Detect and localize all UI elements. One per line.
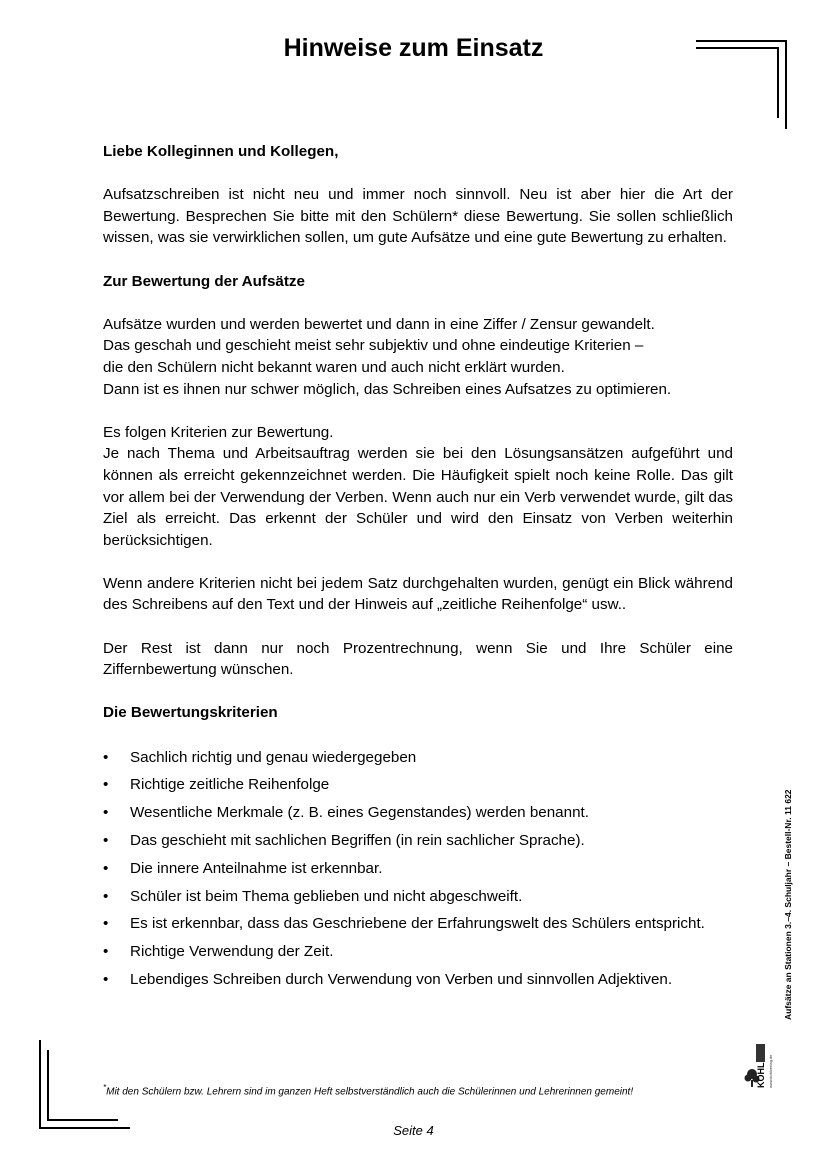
bewertung-line: Aufsätze wurden und werden bewertet und dann in eine Ziffer / Zensur gewandelt. xyxy=(103,315,655,333)
criteria-list xyxy=(103,747,733,991)
bullet-icon: • xyxy=(103,887,109,905)
side-order-info: Aufsätze an Stationen 3.–4. Schuljahr – Bestell-Nr. 11 622 xyxy=(783,789,793,1020)
footnote xyxy=(103,1083,723,1097)
bewertung-paragraph-4: Der Rest ist dann nur noch Prozentrechnung, wenn Sie und Ihre Schüler eine Ziffernbewertung wünschen. xyxy=(103,639,733,679)
bewertung-line: die den Schülern nicht bekannt waren und auch nicht erklärt wurden. xyxy=(103,358,565,376)
criteria-text: Das geschieht mit sachlichen Begriffen (in rein sachlicher Sprache). xyxy=(130,831,585,849)
footnote-text: Mit den Schülern bzw. Lehrern sind im ganzen Heft selbstverständlich auch die Schülerinnen und Lehrerinnen gemeint! xyxy=(106,1086,634,1098)
bewertung-line: Das geschah und geschieht meist sehr subjektiv und ohne eindeutige Kriterien – xyxy=(103,337,644,355)
bewertung-line: Dann ist es ihnen nur schwer möglich, das Schreiben eines Aufsatzes zu optimieren. xyxy=(103,380,672,398)
section-heading-bewertung: Zur Bewertung der Aufsätze xyxy=(103,272,305,290)
publisher-logo xyxy=(744,1022,794,1092)
list-item xyxy=(103,830,733,852)
bewertung-paragraph-1 xyxy=(103,314,733,400)
bullet-icon: • xyxy=(103,804,109,822)
page-title: Hinweise zum Einsatz xyxy=(283,34,544,62)
greeting: Liebe Kolleginnen und Kollegen, xyxy=(103,143,339,160)
criteria-text: Lebendiges Schreiben durch Verwendung von Verben und sinnvollen Adjektiven. xyxy=(130,970,673,988)
list-item xyxy=(103,886,733,908)
criteria-text: Es ist erkennbar, dass das Geschriebene der Erfahrungswelt des Schülers entspricht. xyxy=(130,915,705,933)
list-item xyxy=(103,774,733,796)
section-heading-kriterien: Die Bewertungskriterien xyxy=(103,704,278,722)
bewertung-p2-first-line: Es folgen Kriterien zur Bewertung. xyxy=(103,423,334,441)
list-item xyxy=(103,747,733,769)
bullet-icon: • xyxy=(103,831,109,849)
bullet-icon: • xyxy=(103,915,109,933)
intro-paragraph: Aufsatzschreiben ist nicht neu und immer noch sinnvoll. Neu ist aber hier die Art der Bewertung. Besprechen Sie bitte mit den Schülern* diese Bewertung. Sie sollen schließlich wissen, was sie verwirklichen sollen, um gute Aufsätze und eine gute Bewertung zu erhalten. xyxy=(103,186,733,247)
bullet-icon: • xyxy=(103,748,109,766)
logo-url: www.kohlverlag.de xyxy=(768,1054,773,1088)
criteria-text: Sachlich richtig und genau wiedergegeben xyxy=(130,748,417,766)
footnote-marker: * xyxy=(103,1083,107,1092)
criteria-text: Wesentliche Merkmale (z. B. eines Gegenstandes) werden benannt. xyxy=(130,804,589,822)
list-item xyxy=(103,858,733,880)
criteria-text: Richtige Verwendung der Zeit. xyxy=(130,943,334,961)
corner-line-bottom-horizontal-1 xyxy=(47,1119,118,1121)
logo-brand: KOHL xyxy=(756,1062,766,1088)
corner-line-bottom-vertical-1 xyxy=(39,1040,41,1129)
bullet-icon: • xyxy=(103,970,109,988)
list-item xyxy=(103,969,733,991)
corner-line-bottom-vertical-2 xyxy=(47,1050,49,1121)
bullet-icon: • xyxy=(103,943,109,961)
criteria-text: Die innere Anteilnahme ist erkennbar. xyxy=(130,859,383,877)
list-item xyxy=(103,913,733,935)
bewertung-p2-text: Je nach Thema und Arbeitsauftrag werden sie bei den Lösungsansätzen aufgeführt und können als erreicht gekennzeichnet werden. Die Häufigkeit spielt noch keine Rolle. Das gilt vor allem bei der Verwendung der Verben. Wenn auch nur ein Verb verwendet wurde, gilt das Ziel als erreicht. Das erkennt der Schüler und wird den Einsatz von Verben weiterhin berücksichtigen. xyxy=(103,445,733,549)
bewertung-paragraph-3: Wenn andere Kriterien nicht bei jedem Satz durchgehalten wurden, genügt ein Blick während des Schreibens auf den Text und der Hinweis auf „zeitliche Reihenfolge“ usw.. xyxy=(103,574,733,614)
list-item xyxy=(103,802,733,824)
main-content xyxy=(103,141,733,996)
criteria-text: Richtige zeitliche Reihenfolge xyxy=(130,776,330,794)
bullet-icon: • xyxy=(103,859,109,877)
criteria-text: Schüler ist beim Thema geblieben und nicht abgeschweift. xyxy=(130,887,523,905)
bewertung-paragraph-2 xyxy=(103,422,733,552)
list-item xyxy=(103,941,733,963)
bullet-icon: • xyxy=(103,776,109,794)
page-number: Seite 4 xyxy=(393,1123,434,1138)
